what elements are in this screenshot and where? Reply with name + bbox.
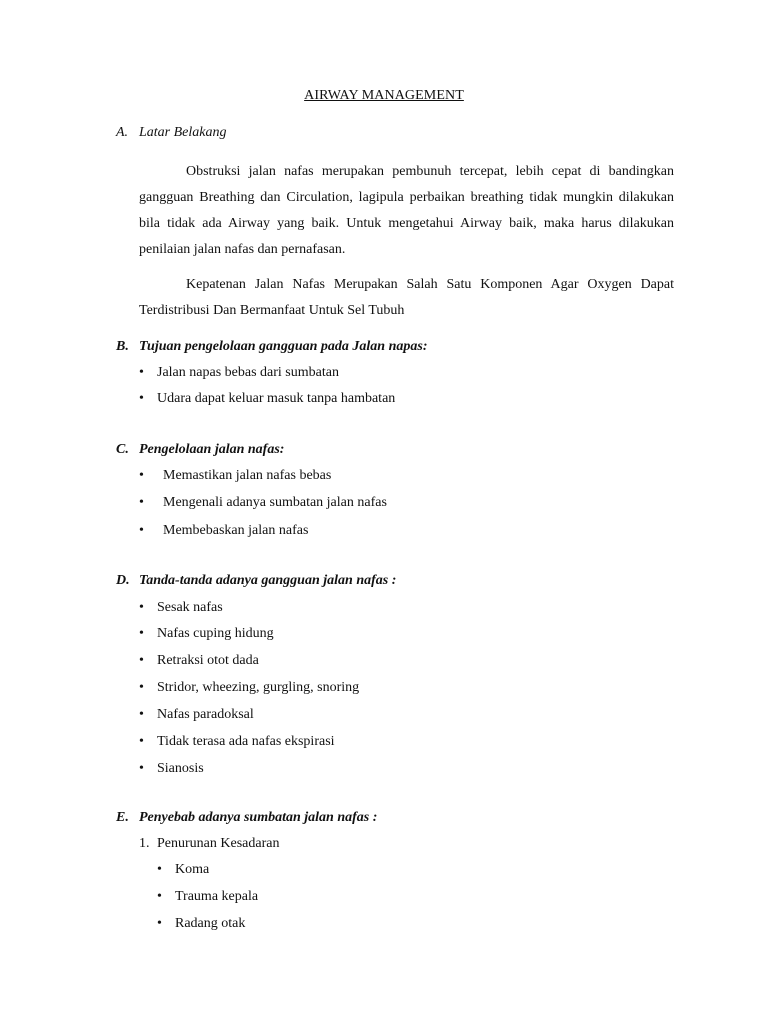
- list-item-text: Koma: [175, 862, 210, 877]
- paragraph-patency: Kepatenan Jalan Nafas Merupakan Salah Satu Komponen Agar Oxygen Dapat Terdistribusi Dan Bermanfaat Untuk Sel Tubuh: [139, 277, 674, 318]
- bullet-icon: •: [157, 889, 162, 904]
- bullet-icon: •: [139, 523, 144, 538]
- bullet-icon: •: [139, 626, 144, 641]
- list-item-text: Retraksi otot dada: [157, 653, 259, 668]
- list-item-text: Nafas paradoksal: [157, 707, 254, 722]
- section-a-heading: [116, 125, 227, 141]
- bullet-icon: •: [139, 495, 144, 510]
- list-item-text: Mengenali adanya sumbatan jalan nafas: [163, 495, 387, 510]
- section-letter: A.: [116, 125, 129, 140]
- section-letter: D.: [116, 573, 130, 588]
- section-title: Latar Belakang: [139, 125, 227, 140]
- bullet-icon: •: [139, 761, 144, 776]
- list-item-text: Sesak nafas: [157, 600, 223, 615]
- section-letter: B.: [116, 339, 129, 354]
- bullet-icon: •: [139, 365, 144, 380]
- page-title: AIRWAY MANAGEMENT: [304, 88, 464, 103]
- section-letter: E.: [116, 810, 129, 825]
- section-letter: C.: [116, 442, 129, 457]
- item-number: 1.: [139, 836, 150, 851]
- section-c-heading: [116, 442, 284, 458]
- list-item-text: Udara dapat keluar masuk tanpa hambatan: [157, 391, 396, 406]
- numbered-item-text: Penurunan Kesadaran: [157, 836, 280, 851]
- list-item-text: Nafas cuping hidung: [157, 626, 274, 641]
- section-title: Pengelolaan jalan nafas:: [139, 442, 285, 457]
- bullet-icon: •: [139, 680, 144, 695]
- list-item-text: Radang otak: [175, 916, 246, 931]
- list-item-text: Trauma kepala: [175, 889, 259, 904]
- bullet-icon: •: [139, 600, 144, 615]
- list-item-text: Tidak terasa ada nafas ekspirasi: [157, 734, 335, 749]
- section-title: Tanda-tanda adanya gangguan jalan nafas :: [139, 573, 397, 588]
- bullet-icon: •: [139, 653, 144, 668]
- bullet-icon: •: [139, 391, 144, 406]
- bullet-icon: •: [139, 734, 144, 749]
- bullet-icon: •: [157, 862, 162, 877]
- list-item-text: Jalan napas bebas dari sumbatan: [157, 365, 339, 380]
- bullet-icon: •: [139, 707, 144, 722]
- section-title: Penyebab adanya sumbatan jalan nafas :: [139, 810, 378, 825]
- list-item-text: Sianosis: [157, 761, 204, 776]
- bullet-icon: •: [139, 468, 144, 483]
- section-d-heading: [116, 573, 396, 589]
- section-e-heading: [116, 810, 377, 826]
- section-b-heading: [116, 339, 428, 355]
- bullet-icon: •: [157, 916, 162, 931]
- list-item-text: Stridor, wheezing, gurgling, snoring: [157, 680, 360, 695]
- list-item-text: Memastikan jalan nafas bebas: [163, 468, 332, 483]
- paragraph-intro: Obstruksi jalan nafas merupakan pembunuh tercepat, lebih cepat di bandingkan gangguan Breathing dan Circulation, lagipula perbaikan breathing tidak mungkin dilakukan bila tidak ada Airway yang baik. Untuk mengetahui Airway baik, maka harus dilakukan penilaian jalan nafas dan pernafasan.: [139, 164, 674, 257]
- list-item-text: Membebaskan jalan nafas: [163, 523, 309, 538]
- section-title: Tujuan pengelolaan gangguan pada Jalan napas:: [139, 339, 428, 354]
